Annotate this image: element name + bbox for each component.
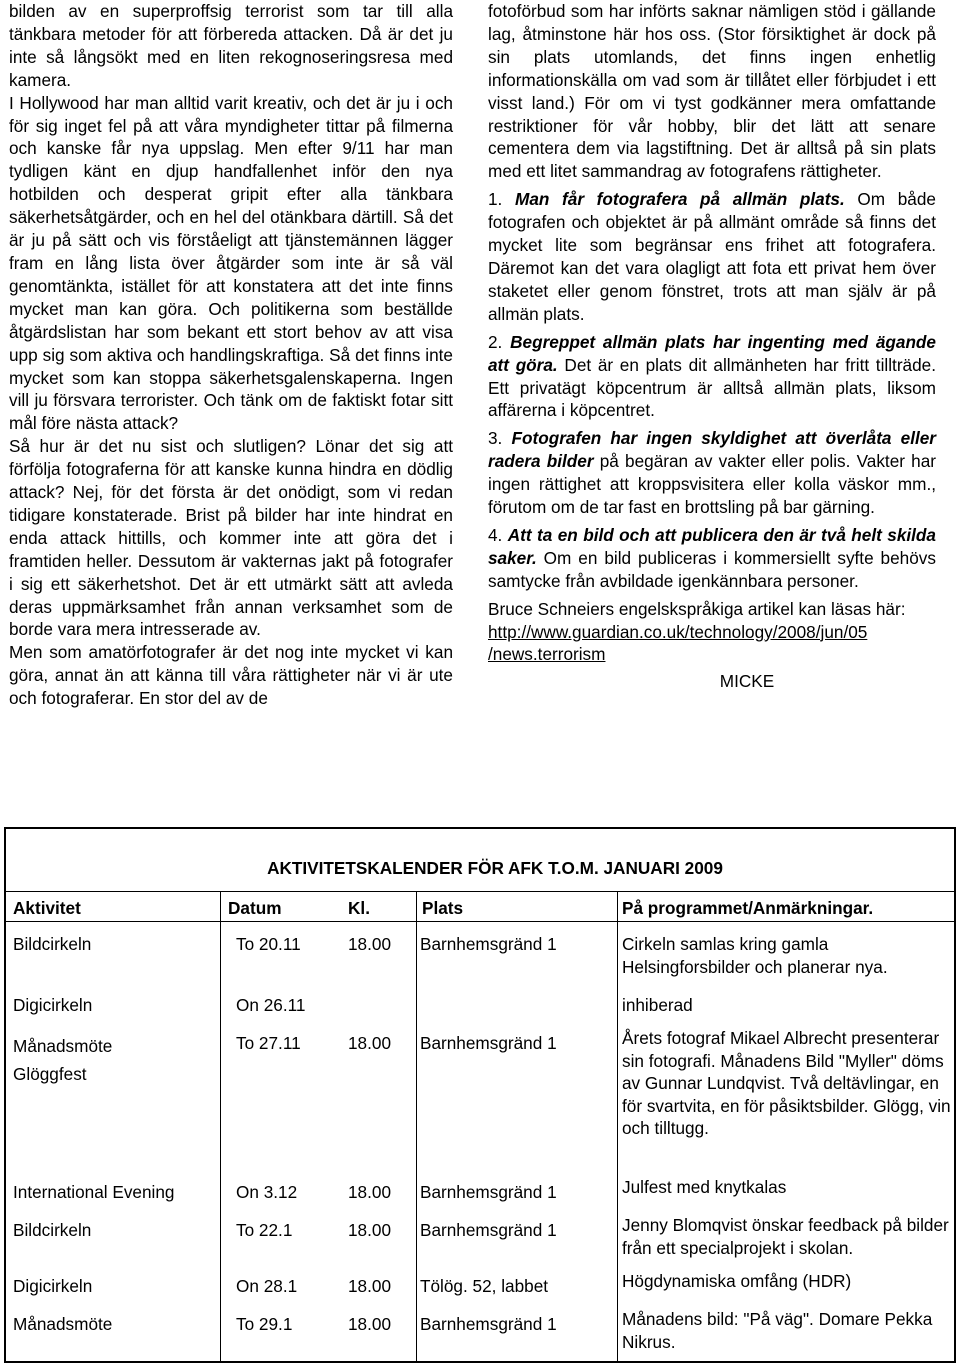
- row-notes: Månadens bild: "På väg". Domare Pekka Nikrus.: [622, 1309, 933, 1352]
- row-activity: [13, 1032, 228, 1088]
- row-activity: Digicirkeln: [13, 1276, 93, 1296]
- row-place: Barnhemsgränd 1: [420, 1182, 557, 1202]
- rule-number: 4.: [488, 524, 503, 545]
- source-link-line1: http://www.guardian.co.uk/technology/2008/jun/05: [488, 621, 868, 642]
- row-notes: Jenny Blomqvist önskar feedback på bilder från ett specialprojekt i skolan.: [622, 1215, 949, 1258]
- rule-1: [488, 188, 936, 325]
- row-time: 18.00: [348, 934, 392, 954]
- row-time: 18.00: [348, 1314, 392, 1334]
- row-place: Barnhemsgränd 1: [420, 1033, 557, 1053]
- row-date: On 3.12: [236, 1182, 298, 1202]
- paragraph: fotoförbud som har införts saknar nämligen stöd i gällande lag, åtminstone här hos oss. (Stor försiktighet är dock på sin plats utomlands, det finns ingen enhetlig informationskälla om vad som är tillåtet eller förbjudet i ett visst land.) För om vi tyst godkänner mera omfattande restriktioner för vår hobby, blir det lätt att senare cementera dem via lagstiftning. Det är alltså på sin plats med ett litet sammandrag av fotografens rättigheter.: [488, 1, 936, 182]
- article-right-column: [488, 0, 936, 693]
- source-link-line2: /news.terrorism: [488, 644, 606, 665]
- row-date: On 28.1: [236, 1276, 298, 1296]
- header-activity: Aktivitet: [13, 898, 81, 918]
- source-link-wrap: [488, 621, 936, 667]
- row-activity: Bildcirkeln: [13, 1220, 92, 1240]
- rule-number: 3.: [488, 428, 503, 449]
- rule-heading: Begreppet allmän plats har ingenting med ägande att göra.: [488, 331, 936, 375]
- rule-text: Det är en plats dit allmänheten har fritt tillträde. Ett privatägt köpcentrum är alltså allmän plats, liksom affärerna i köpcentret.: [488, 354, 936, 421]
- row-activity-line: Månadsmöte: [13, 1036, 113, 1056]
- row-place: Barnhemsgränd 1: [420, 1220, 557, 1240]
- rule-heading: Att ta en bild och att publicera den är två helt skilda saker.: [488, 524, 936, 568]
- header-place: Plats: [422, 898, 464, 918]
- source-link[interactable]: [488, 622, 867, 665]
- row-divider: [6, 891, 954, 892]
- row-place: Tölög. 52, labbet: [420, 1276, 549, 1296]
- rule-text: Om en bild publiceras i kommersiellt syfte behövs samtycke från avbildade igenkännbara personer.: [488, 547, 936, 591]
- rule-text: Om både fotografen och objektet är på allmänt område så finns det mycket lite som begränsar ens frihet att fotografera. Däremot kan det vara olagligt att fota ett privat hem över staketet eller genom fönstret, trots att man själv är på allmän plats.: [488, 189, 936, 324]
- rule-3: [488, 427, 936, 519]
- rule-2: [488, 331, 936, 423]
- paragraph: bilden av en superproffsig terrorist som tar till alla tänkbara metoder för att förbereda attacken. Då är det ju inte så långsökt med en liten rekognoseringsresa med kamera.: [9, 1, 453, 90]
- rule-heading: Fotografen har ingen skyldighet att överlåta eller radera bilder: [488, 428, 936, 472]
- header-time: Kl.: [348, 898, 370, 918]
- source-text: Bruce Schneiers engelskspråkiga artikel kan läsas här:: [488, 598, 906, 619]
- signature: MICKE: [719, 671, 775, 692]
- row-date: To 27.11: [236, 1033, 301, 1053]
- row-time: 18.00: [348, 1276, 392, 1296]
- rule-number: 2.: [488, 331, 503, 352]
- row-activity: Digicirkeln: [13, 995, 93, 1015]
- row-notes: Årets fotograf Mikael Albrecht presenterar sin fotografi. Månadens Bild "Myller" döms av Gunnar Lundqvist. Två deltävlingar, en för svartvita, en för påsiktsbilder. Glögg, vin och tilltugg.: [622, 1028, 951, 1139]
- paragraph: Så hur är det nu sist och slutligen? Lönar det sig att förfölja fotograferna för att kanske kunna hindra en dödlig attack? Nej, för det första är det onödigt, som vi redan tidigare konstaterade. Brist på bilder har inte hindrat en enda attack hittills, och kommer inte att göra det i framtiden heller. Dessutom är vakternas jakt på fotografer i sig ett säkerhetshot. Det är ett utmärkt sätt att avleda deras uppmärksamhet från annan verksamhet som de borde vara mera intresserade av.: [9, 436, 453, 640]
- row-place: Barnhemsgränd 1: [420, 934, 557, 954]
- row-notes: Julfest med knytkalas: [622, 1177, 787, 1197]
- row-place: Barnhemsgränd 1: [420, 1314, 557, 1334]
- row-time: 18.00: [348, 1033, 392, 1053]
- rule-heading: Man får fotografera på allmän plats.: [515, 189, 845, 210]
- row-activity-line: Glöggfest: [13, 1064, 87, 1084]
- paragraph: Men som amatörfotografer är det nog inte mycket vi kan göra, annat än att känna till våra rättigheter när vi är ute och fotograferar. En stor del av de: [9, 642, 453, 709]
- header-notes: På programmet/Anmärkningar.: [622, 898, 874, 918]
- row-time: 18.00: [348, 1182, 392, 1202]
- row-date: To 22.1: [236, 1220, 293, 1240]
- rule-text: på begäran av vakter eller polis. Vakter har ingen rättighet att kroppsvisitera eller kolla väskor mm., förutom om de tar fast en brottsling på bar gärning.: [488, 451, 937, 518]
- row-notes: Högdynamiska omfång (HDR): [622, 1271, 852, 1291]
- calendar-title: AKTIVITETSKALENDER FÖR AFK T.O.M. JANUARI 2009: [267, 858, 723, 878]
- activity-calendar: [4, 827, 956, 1363]
- rule-4: [488, 524, 936, 593]
- row-divider: [6, 921, 954, 922]
- header-date: Datum: [228, 898, 282, 918]
- row-date: To 29.1: [236, 1314, 293, 1334]
- paragraph: I Hollywood har man alltid varit kreativ, och det är ju i och för sig inget fel på att våra myndigheter tittar på filmerna och kanske får nya uppslag. Men efter 9/11 har man tydligen känt en djup handfallenhet inför den nya hotbilden och desperat gripit efter alla tänkbara säkerhetsåtgärder, och en hel del otänkbara därtill. Så det är ju på sätt och vis förståeligt att tjänstemännen lägger fram en lång lista över åtgärder som inte är så väl genomtänkta, istället för att konstatera att det inte finns mycket man kan göra. Och politikerna som beställde åtgärdslistan har som bekant ett stort behov av att visa upp sig som aktiva och handlingskraftiga. Så det finns inte mycket som kan stoppa säkerhetsgalenskaperna. Ingen vill ju försvara terrorister. Och tänk om de faktiskt fotar sitt mål före nästa attack?: [9, 92, 453, 434]
- row-activity: Månadsmöte: [13, 1314, 113, 1334]
- article-left-column: [9, 0, 453, 710]
- row-notes: inhiberad: [622, 995, 693, 1015]
- rule-number: 1.: [488, 189, 503, 210]
- row-date: On 26.11: [236, 995, 306, 1015]
- row-notes: Cirkeln samlas kring gamla Helsingforsbilder och planerar nya.: [622, 934, 888, 977]
- row-date: To 20.11: [236, 934, 301, 954]
- row-time: 18.00: [348, 1220, 392, 1240]
- row-activity: International Evening: [13, 1182, 175, 1202]
- row-activity: Bildcirkeln: [13, 934, 92, 954]
